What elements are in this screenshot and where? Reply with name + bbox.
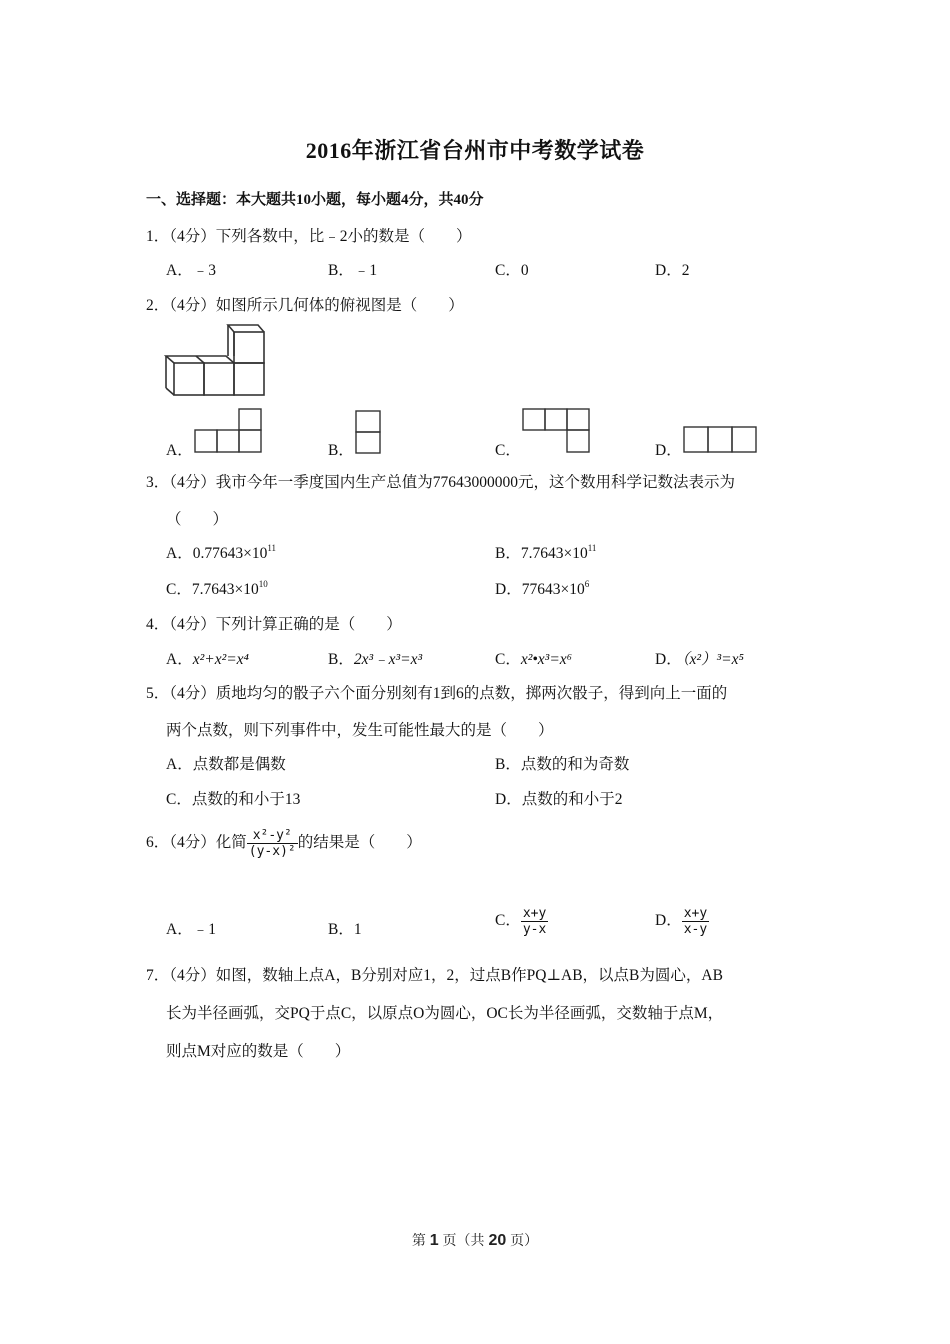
question-number: 6． [146,834,170,852]
question-text: （4分）质地均匀的骰子六个面分别刻有1到6的点数，掷两次骰子，得到向上一面的 [169,685,728,702]
question-7 [146,963,723,985]
question-number: 2． [146,297,170,314]
question-5 [146,681,727,703]
option-b: B．﹣1 [328,262,378,279]
question-6: 6．（4分）化简 $\frac{\text{x²-y²}}{\text{(y-x)²}}$ 的结果是（ ） [146,828,422,859]
option-c: C．x²•x³=x⁶ [495,651,573,668]
option-d: D．$77643\times 10^6$ [495,579,590,598]
option-d: D． $\frac{x+y}{x-y}$ [655,906,708,937]
question-text: （4分）如图所示几何体的俯视图是（ ） [169,297,464,314]
option-b: B．$7.7643\times 10^{11}$ [495,543,597,562]
option-d: D．点数的和小于2 [495,791,623,808]
option-a: A．点数都是偶数 [166,756,286,773]
option-c: C．$7.7643\times 10^{10}$ [166,579,268,598]
option-d-figure [683,426,761,454]
question-text: （4分）下列计算正确的是（ ） [169,616,402,633]
option-c: C． [495,442,521,459]
question-text: （4分）我市今年一季度国内生产总值为77643000000元，这个数用科学记数法表示为 [169,474,736,491]
option-b: B．点数的和为奇数 [495,756,630,773]
option-c: C．点数的和小于13 [166,791,301,808]
page-footer: 第 1 页（共 20 页） [411,1232,539,1249]
question-3 [146,470,735,492]
question-number: 7． [146,967,170,984]
question-number: 5． [146,685,170,702]
fraction: $\frac{x+y}{x-y}$ [683,906,708,937]
page-total: 20 [488,1232,507,1249]
solid-figure [160,320,275,400]
question-7-line2: 长为半径画弧，交PQ于点C，以原点O为圆心，OC长为半径画弧，交数轴于点M， [166,1005,724,1022]
option-d: D．（x²）³=x⁵ [655,651,744,668]
option-d: D． [655,442,682,459]
option-d: D．2 [655,262,690,279]
option-b: B．1 [328,921,362,938]
question-5-line2: 两个点数，则下列事件中，发生可能性最大的是（ ） [166,722,554,739]
option-a: A．﹣1 [166,921,216,938]
fraction: $\frac{\text{x²-y²}}{\text{(y-x)²}}$ [248,828,296,859]
question-text: （4分）下列各数中，比﹣2小的数是（ ） [169,228,472,245]
question-number: 4． [146,616,170,633]
question-text: （4分）如图，数轴上点A，B分别对应1，2，过点B作PQ⊥AB，以点B为圆心，AB [169,967,723,984]
question-7-line3: 则点M对应的数是（ ） [166,1043,351,1060]
option-c-figure [522,408,594,454]
section-heading: 一、选择题：本大题共10小题，每小题4分，共40分 [146,192,484,208]
option-a: A．﹣3 [166,262,216,279]
question-3-blank: （ ） [166,511,229,528]
option-b: B．2x³﹣x³=x³ [328,651,423,668]
question-number: 3． [146,474,170,491]
page-number: 1 [429,1232,439,1249]
option-b-figure [355,410,385,456]
question-2 [146,293,464,315]
option-c: C． $\frac{x+y}{y-x}$ [495,906,547,937]
option-a: A．$0.77643\times 10^{11}$ [166,543,276,562]
question-number: 1． [146,228,170,245]
question-4 [146,612,402,634]
fraction: $\frac{x+y}{y-x}$ [522,906,547,937]
option-a: A．x²+x²=x⁴ [166,651,249,668]
option-a: A． [166,442,193,459]
option-b: B． [328,442,354,459]
option-a-figure [194,408,266,454]
option-c: C．0 [495,262,529,279]
page-title: 2016年浙江省台州市中考数学试卷 [305,138,645,163]
question-1 [146,224,472,246]
